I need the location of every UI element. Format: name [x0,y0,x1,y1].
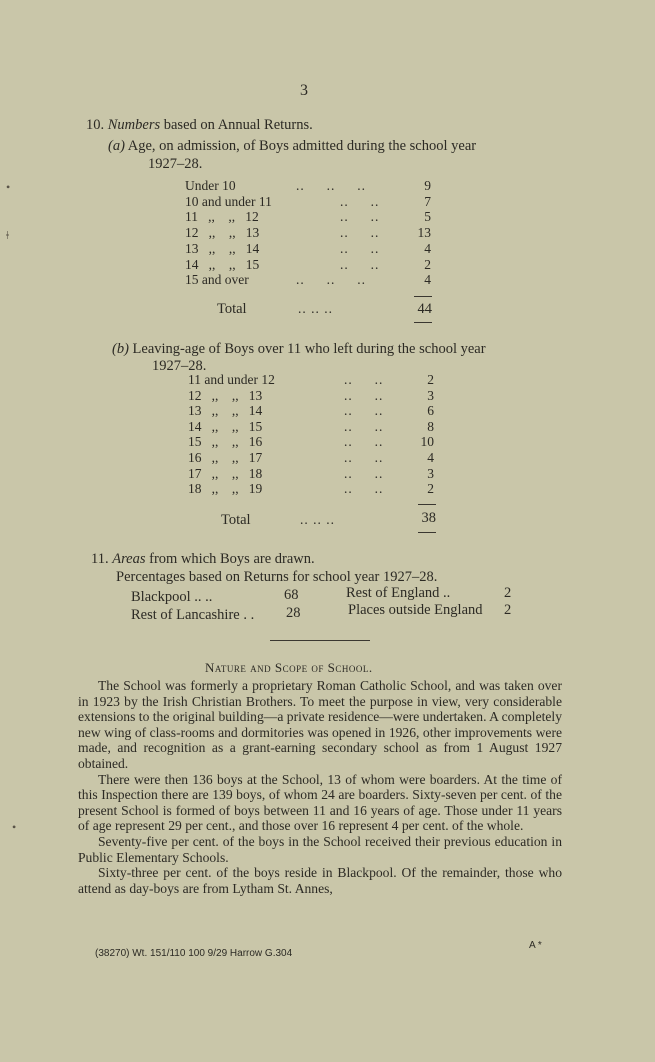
row-value: 10 [420,434,434,450]
rule-a-top [414,296,432,297]
table-row [0,419,655,435]
row-leader-dots: .. .. [344,372,384,387]
table-row [0,434,655,450]
row-leader-dots: .. .. [340,240,380,256]
section-10-number: 10. [86,117,105,133]
row-leader-dots: .. .. [344,465,384,481]
total-a-label: Total [217,301,247,317]
section-11-number: 11. [91,551,109,567]
paragraph: Sixty-three per cent. of the boys reside in Blackpool. Of the remainder, those who attend as day-boys are from Lytham St. Annes, [78,865,562,896]
table-row [0,272,655,288]
row-leader-dots: .. .. .. [296,178,366,193]
table-row [0,403,655,419]
row-leader-dots: .. .. [344,481,384,497]
row-value: 4 [424,272,431,288]
print-footer: (38270) Wt. 151/110 100 9/29 Harrow G.304 [95,948,293,959]
row-label: 17 ,, ,, 18 [188,465,263,481]
section-10b-year: 1927–28. [152,358,207,374]
signature-mark: A * [529,940,542,951]
row-label: Under 10 [185,178,236,193]
row-label: 15 and over [185,272,249,288]
area-lancashire-label: Rest of Lancashire . . [131,607,255,623]
total-a-value: 44 [417,301,432,317]
row-value: 5 [424,209,431,225]
row-label: 12 ,, ,, 13 [188,387,263,403]
row-leader-dots: .. .. [344,434,384,450]
margin-speck: ǂ [6,228,9,242]
row-value: 4 [427,450,434,465]
row-label: 11 and under 12 [188,372,275,387]
row-label: 13 ,, ,, 14 [188,403,263,419]
nature-body [78,678,562,896]
section-11-title-italic: Areas [112,551,146,567]
table-row [0,372,655,388]
area-england-value: 2 [504,585,512,601]
section-10a-year: 1927–28. [148,156,203,172]
paragraph: Seventy-five per cent. of the boys in the School received their previous education in Public Elementary Schools. [78,833,562,865]
area-lancashire-value: 28 [286,605,301,621]
section-10-title-rest: based on Annual Returns. [160,117,313,133]
area-outside-value: 2 [504,602,512,618]
table-row [0,225,655,241]
area-england-label: Rest of England .. [346,585,451,601]
rule-a-bottom [414,322,432,323]
table-row [0,209,655,225]
section-10-title-italic: Numbers [107,117,161,133]
section-10a-text: Age, on admission, of Boys admitted during the school year [124,138,477,154]
margin-speck: • [12,820,17,834]
section-10b-text: Leaving-age of Boys over 11 who left during the school year [128,341,486,357]
total-b-label: Total [221,512,251,528]
area-outside-label: Places outside England [348,602,483,618]
area-blackpool-label: Blackpool .. .. [131,589,213,605]
section-10b-label: (b) [112,341,129,357]
table-row [0,178,655,194]
row-label: 11 ,, ,, 12 [185,209,259,225]
row-leader-dots: .. .. .. [296,272,366,288]
paragraph: There were then 136 boys at the School, 13 of whom were boarders. At the time of this Inspection there are 139 boys, of whom 24 are boarders. Sixty-seven per cent. of the present School is formed of boys between 11 and 16 years of age. Those under 11 years of age represent 29 per cent., and those over 16 represent 4 per cent. of the whole. [78,771,562,834]
table-row [0,241,655,257]
area-blackpool-value: 68 [284,587,299,603]
section-11-title-rest: from which Boys are drawn. [145,551,315,567]
table-row [0,388,655,404]
row-leader-dots: .. .. [344,387,384,403]
section-10b-intro [112,341,486,358]
row-value: 13 [417,225,431,241]
row-leader-dots: .. .. [344,418,384,434]
row-label: 14 ,, ,, 15 [185,256,260,272]
row-leader-dots: .. .. [340,256,380,272]
row-label: 18 ,, ,, 19 [188,481,263,497]
row-leader-dots: .. .. [340,209,380,225]
total-a-dots: .. .. .. [298,301,333,316]
row-label: 16 ,, ,, 17 [188,450,263,465]
row-value: 2 [424,256,431,272]
row-value: 6 [427,403,434,419]
total-b-value: 38 [421,510,436,526]
section-10-heading [86,117,313,134]
paragraph: The School was formerly a proprietary Roman Catholic School, and was taken over in 1923 by the Irish Christian Brothers. To meet the purpose in view, very considerable extensions to the original building—a private residence—were undertaken. A completely new wing of class-rooms and dormitories was opened in 1926, other improvements were made, and recognition as a grant-earning secondary school as from 1 August 1927 obtained. [78,678,562,771]
total-b-dots: .. .. .. [300,512,335,527]
section-11-subtitle: Percentages based on Returns for school year 1927–28. [116,569,438,585]
row-value: 8 [427,418,434,434]
row-leader-dots: .. .. [340,225,380,241]
section-10a-label: (a) [108,138,125,154]
page-number: 3 [300,82,308,99]
row-label: 13 ,, ,, 14 [185,240,260,256]
row-value: 2 [427,481,434,497]
rule-b-top [418,504,436,505]
row-value: 9 [424,178,431,193]
table-row [0,257,655,273]
row-leader-dots: .. .. [344,450,384,465]
row-value: 7 [424,193,431,209]
rule-b-bottom [418,532,436,533]
table-row [0,194,655,210]
row-value: 4 [424,240,431,256]
row-value: 3 [427,465,434,481]
section-divider [270,640,370,641]
row-label: 14 ,, ,, 15 [188,418,263,434]
row-value: 2 [427,372,434,387]
row-leader-dots: .. .. [340,193,380,209]
section-10a-intro [108,138,476,155]
table-row [0,466,655,482]
row-value: 3 [427,387,434,403]
row-label: 10 and under 11 [185,193,272,209]
row-label: 15 ,, ,, 16 [188,434,263,450]
table-row [0,450,655,466]
margin-speck: • [6,180,11,194]
row-leader-dots: .. .. [344,403,384,419]
row-label: 12 ,, ,, 13 [185,225,260,241]
table-row [0,481,655,497]
section-11-heading [91,551,315,568]
nature-heading: Nature and Scope of School. [205,660,373,675]
